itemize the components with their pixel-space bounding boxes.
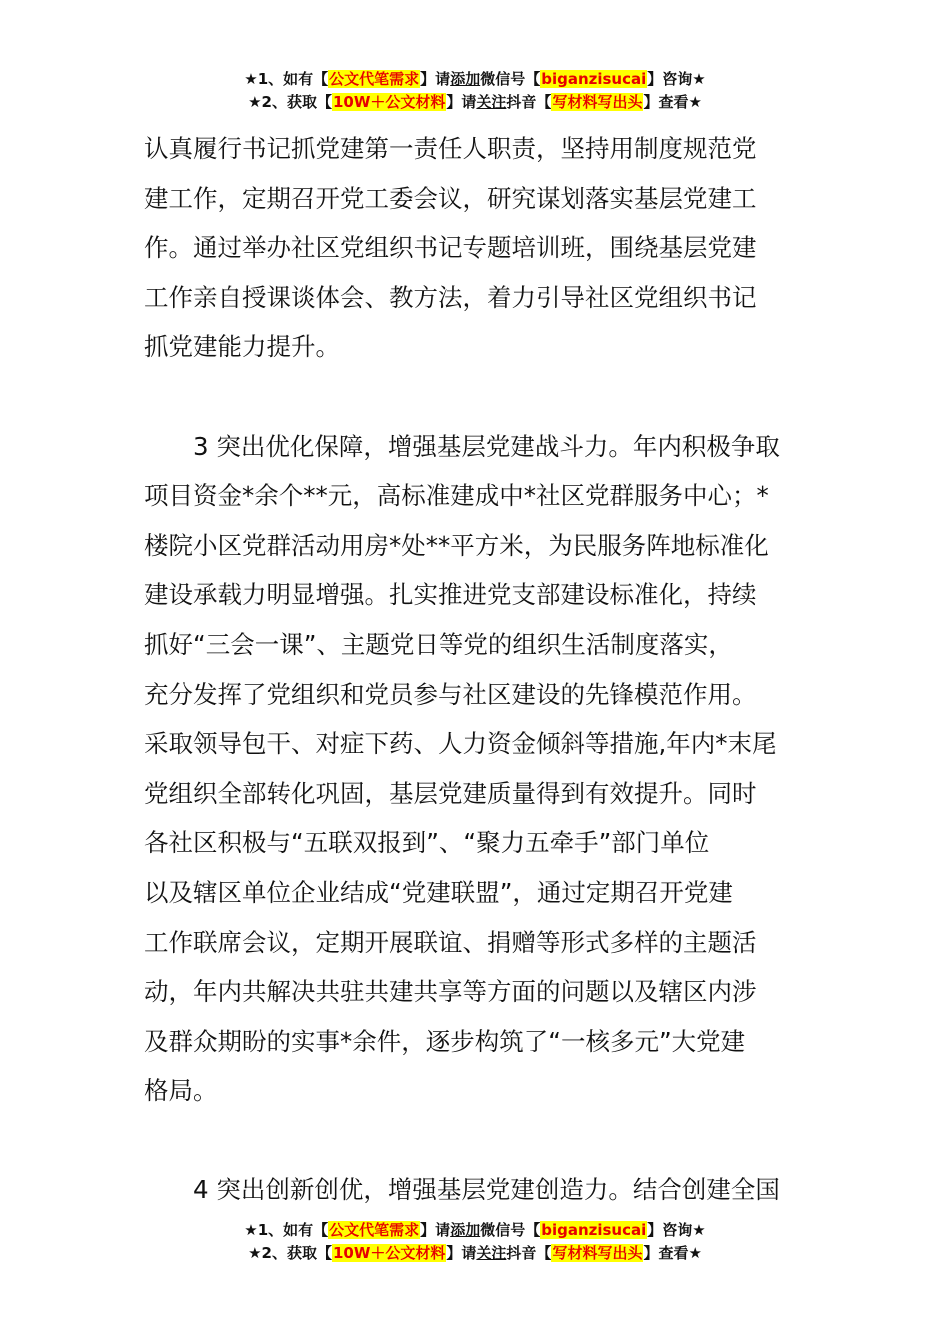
bottom-banner <box>0 1219 950 1265</box>
banner-highlight: 10W＋公文材料 <box>332 93 446 111</box>
banner-highlight: 公文代笔需求 <box>329 1221 420 1239</box>
banner-underlined: 关注 <box>476 1244 507 1262</box>
body-line: 楼院小区党群活动用房*处**平方米，为民服务阵地标准化 <box>144 530 769 560</box>
banner-text: 】查看★ <box>643 93 702 111</box>
banner-highlight: 公文代笔需求 <box>329 70 420 88</box>
body-line: 党组织全部转化巩固，基层党建质量得到有效提升。同时 <box>144 778 757 808</box>
banner-text: ★2、获取【 <box>248 93 332 111</box>
banner-underlined: 添加 <box>450 70 481 88</box>
section-heading-line: 4 突出创新创优，增强基层党建创造力。结合创建全国 <box>193 1175 780 1205</box>
banner-text: 】请 <box>420 70 451 88</box>
banner-text: 抖音【 <box>506 93 552 111</box>
body-line: 格局。 <box>144 1076 218 1106</box>
banner-row-2 <box>0 91 950 114</box>
banner-text: 】咨询★ <box>647 70 706 88</box>
body-line: 采取领导包干、对症下药、人力资金倾斜等措施,年内*末尾 <box>144 729 777 759</box>
paragraph-gap <box>144 1116 810 1166</box>
body-line: 动，年内共解决共驻共建共享等方面的问题以及辖区内涉 <box>144 977 757 1007</box>
body-line: 充分发挥了党组织和党员参与社区建设的先锋模范作用。 <box>144 679 757 709</box>
top-banner <box>0 68 950 114</box>
body-line: 以及辖区单位企业结成“党建联盟”，通过定期召开党建 <box>144 877 733 907</box>
banner-text: 】请 <box>420 1221 451 1239</box>
body-line: 项目资金*余个**元，高标准建成中*社区党群服务中心；* <box>144 481 769 511</box>
banner-text: ★1、如有【 <box>244 1221 329 1239</box>
banner-text: 抖音【 <box>506 1244 552 1262</box>
body-line: 各社区积极与“五联双报到”、“聚力五牵手”部门单位 <box>144 828 710 858</box>
banner-row-2 <box>0 1242 950 1265</box>
banner-text: 微信号【 <box>480 70 541 88</box>
body-line: 及群众期盼的实事*余件，逐步构筑了“一核多元”大党建 <box>144 1026 746 1056</box>
banner-row-1 <box>0 1219 950 1242</box>
body-line: 建设承载力明显增强。扎实推进党支部建设标准化，持续 <box>144 580 757 610</box>
wechat-id-highlight: biganzisucai <box>541 70 647 88</box>
banner-underlined: 添加 <box>450 1221 481 1239</box>
banner-text: 】请 <box>446 1244 477 1262</box>
banner-highlight: 10W＋公文材料 <box>332 1244 446 1262</box>
banner-text: ★1、如有【 <box>244 70 329 88</box>
body-line: 认真履行书记抓党建第一责任人职责，坚持用制度规范党 <box>144 134 757 163</box>
banner-text: ★2、获取【 <box>248 1244 332 1262</box>
banner-text: 】咨询★ <box>647 1221 706 1239</box>
banner-row-1 <box>0 68 950 91</box>
banner-text: 】请 <box>446 93 477 111</box>
banner-text: 微信号【 <box>480 1221 541 1239</box>
body-line: 抓好“三会一课”、主题党日等党的组织生活制度落实， <box>144 629 733 659</box>
body-line: 作。通过举办社区党组织书记专题培训班，围绕基层党建 <box>144 233 757 263</box>
douyin-id-highlight: 写材料写出头 <box>552 93 643 111</box>
douyin-id-highlight: 写材料写出头 <box>552 1244 643 1262</box>
banner-underlined: 关注 <box>476 93 507 111</box>
body-line: 抓党建能力提升。 <box>144 332 340 362</box>
body-line: 工作亲自授课谈体会、教方法，着力引导社区党组织书记 <box>144 282 757 312</box>
banner-text: 】查看★ <box>643 1244 702 1262</box>
body-line: 工作联席会议，定期开展联谊、捐赠等形式多样的主题活 <box>144 927 757 957</box>
paragraph-gap <box>144 372 810 422</box>
document-body <box>144 124 810 1215</box>
section-heading-line: 3 突出优化保障，增强基层党建战斗力。年内积极争取 <box>193 431 780 461</box>
wechat-id-highlight: biganzisucai <box>541 1221 647 1239</box>
body-line: 建工作，定期召开党工委会议，研究谋划落实基层党建工 <box>144 183 757 213</box>
